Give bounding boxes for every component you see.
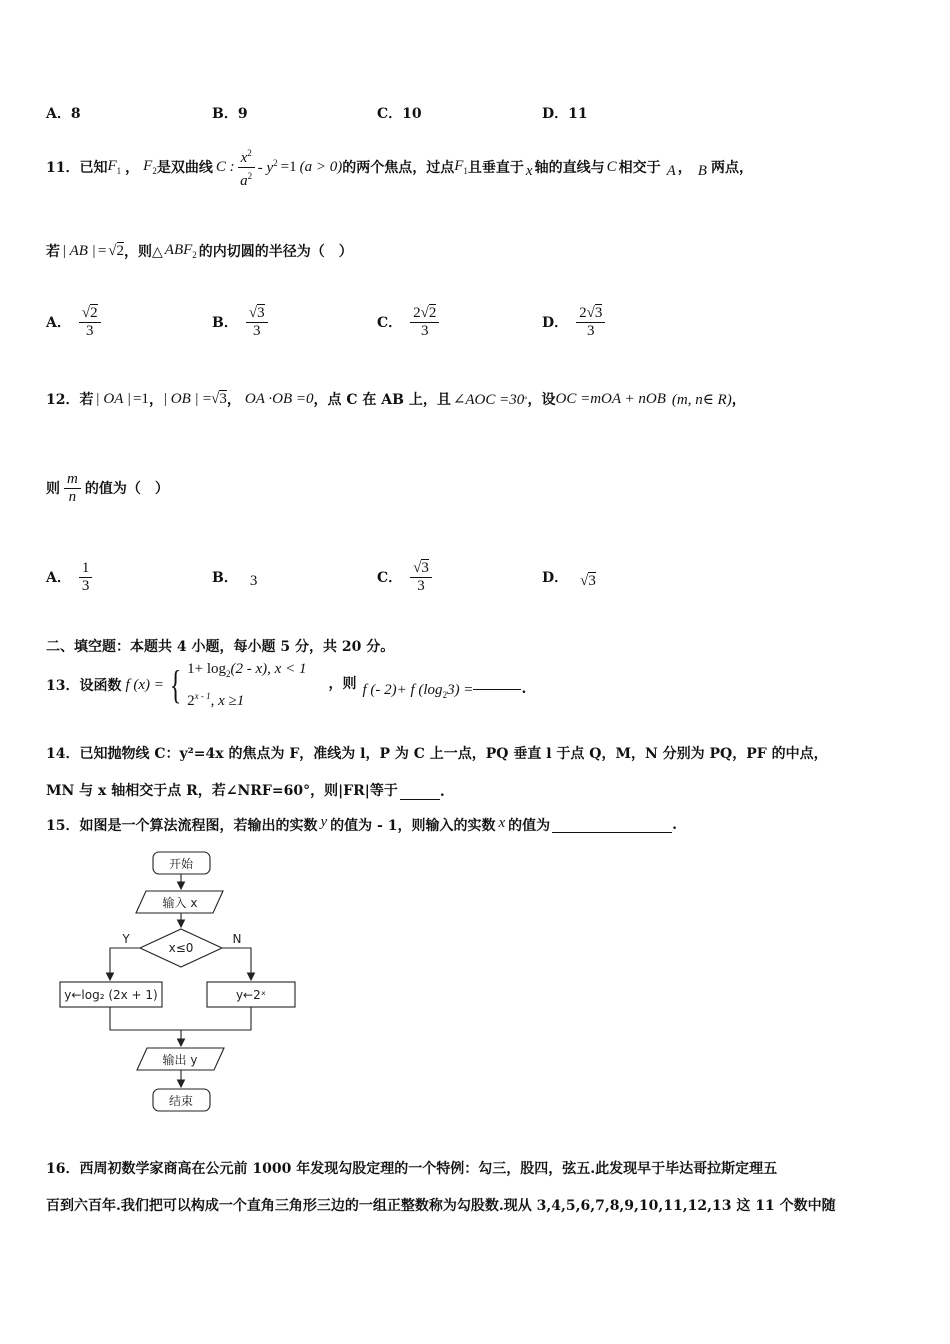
- q12-abs-oa: | OA |: [95, 390, 131, 407]
- flowchart-no-label: N: [232, 932, 242, 946]
- option-label: D．: [542, 315, 569, 331]
- q12-option-b: [212, 553, 257, 601]
- q13-text: ，则: [328, 676, 357, 692]
- q15-text: 15．如图是一个算法流程图，若输出的实数: [46, 818, 318, 834]
- q15-line: [46, 812, 677, 838]
- q11-abs-ab: | AB |: [62, 242, 96, 259]
- q12-oa-value: =1: [132, 390, 149, 407]
- q13-line: [46, 660, 526, 710]
- q12-ob-sqrt: √3: [211, 390, 227, 407]
- option-label: C．: [377, 570, 403, 586]
- flowchart-condition: x≤0: [168, 941, 194, 955]
- option-fraction: $\frac{2√2}{3}$: [410, 305, 439, 340]
- q11-hyperbola-fraction: $\frac{x^2}{a^2}$: [238, 145, 255, 190]
- flowchart: [50, 845, 310, 1120]
- flowchart-start: 开始: [168, 857, 194, 871]
- q11-curve-label: C :: [215, 158, 235, 175]
- q12-number: 12．: [46, 392, 80, 408]
- q11-number: 11．: [46, 160, 80, 176]
- q16-line1: 16．西周初数学家商高在公元前 1000 年发现勾股定理的一个特例：勾三，股四，弦五.此发现早于毕达哥拉斯定理五: [46, 1161, 778, 1177]
- q15-var-y: y: [320, 813, 328, 830]
- q11-option-d: [542, 298, 605, 346]
- option-fraction: $\frac{√3}{3}$: [410, 560, 432, 595]
- q13-brace: {: [169, 662, 182, 707]
- q12-text: 则: [46, 481, 60, 497]
- q12-degree: °: [524, 394, 528, 404]
- q13-text: 设函数: [79, 678, 122, 694]
- option-label: D．: [542, 570, 569, 586]
- q11-f1: $F_1$: [107, 158, 122, 176]
- q12-question: 的值为（ ）: [84, 481, 169, 497]
- q13-case1: $1+ \log_2(2 - x)$, x < 1: [187, 661, 307, 679]
- q11-minus-y: - $y^2$: [257, 157, 278, 176]
- option-fraction: $\frac{√3}{3}$: [246, 305, 268, 340]
- q11-option-b: [212, 298, 268, 346]
- q12-abs-ob: | OB |: [162, 390, 199, 407]
- q10-option-a: A．8: [46, 106, 81, 122]
- q11-point-b: B: [697, 162, 707, 179]
- option-label: A．: [46, 570, 71, 586]
- q12-sep: ，: [226, 392, 241, 408]
- option-label: B．: [212, 315, 238, 331]
- q11-comma: ，: [677, 160, 692, 176]
- q12-line2: [46, 465, 169, 511]
- option-fraction: $\frac{√2}{3}$: [79, 305, 101, 340]
- q11-equals-one: =1: [280, 158, 297, 175]
- q11-point-a: A: [666, 162, 676, 179]
- flowchart-input: 输入 x: [162, 896, 198, 910]
- q11-x-axis: x: [525, 162, 533, 179]
- q15-end: .: [672, 817, 678, 833]
- flowchart-end: 结束: [168, 1094, 194, 1108]
- q11-option-c: [377, 298, 439, 346]
- q12-text: ，点 C 在 AB 上，且: [313, 392, 451, 408]
- q13-function: f (x) =: [125, 676, 164, 693]
- q11-line2: [46, 236, 353, 266]
- option-label: B．: [212, 570, 238, 586]
- q16-line2: 百到六百年.我们把可以构成一个直角三角形三边的一组正整数称为勾股数.现从 3,4,5,6,7,8,9,10,11,12,13 这 11 个数中随: [46, 1198, 836, 1214]
- q12-option-a: [46, 553, 92, 601]
- q11-text: 是双曲线: [156, 160, 213, 176]
- q11-question: 的内切圆的半径为（ ）: [198, 244, 353, 260]
- q11-text: 已知: [79, 160, 108, 176]
- q13-end: .: [521, 681, 527, 697]
- q11-text: 相交于: [618, 160, 661, 176]
- q11-comma: ，: [125, 160, 140, 176]
- flowchart-right: y←2ˣ: [235, 988, 267, 1002]
- q12-ob-equals: =: [202, 390, 212, 407]
- q11-sqrt2: √2: [108, 242, 125, 259]
- q12-vector-expression: OC =mOA + nOB: [555, 390, 666, 407]
- q11-condition: (a > 0): [299, 158, 343, 175]
- flowchart-yes-label: Y: [122, 932, 130, 946]
- q11-text: 两点，: [710, 160, 753, 176]
- q15-answer-blank[interactable]: [552, 818, 672, 833]
- q14-line2: [46, 780, 445, 800]
- q12-text: 若: [79, 392, 94, 408]
- flowchart-output: 输出 y: [162, 1053, 198, 1067]
- q11-line1: [46, 144, 753, 190]
- option-fraction: $\frac{2√3}{3}$: [576, 305, 605, 340]
- q10-option-b: B．9: [212, 106, 248, 122]
- q12-option-c: [377, 553, 432, 601]
- option-label: C．: [377, 315, 403, 331]
- q12-text: ，设: [527, 392, 556, 408]
- q15-text: 的值为: [508, 818, 551, 834]
- section-heading: 二、填空题：本题共 4 小题，每小题 5 分，共 20 分。: [46, 639, 395, 655]
- q11-triangle: $ABF_2$: [164, 242, 197, 260]
- flowchart-merge: [110, 1007, 251, 1030]
- q12-dot-product: OA ·OB =0: [244, 390, 314, 407]
- q13-number: 13．: [46, 678, 80, 694]
- flowchart-left: y←log₂ (2x + 1): [64, 988, 158, 1002]
- q13-expression: f (- 2)+ f $(\log_23)$ =: [362, 682, 474, 700]
- option-value: 3: [249, 572, 258, 589]
- q11-text: 若: [46, 244, 60, 260]
- q11-text: 且垂直于: [467, 160, 524, 176]
- q10-option-d: D．11: [542, 106, 588, 122]
- q11-f2: $F_2$: [143, 158, 157, 176]
- q11-text: ，则△: [124, 244, 163, 260]
- q15-text: 的值为 - 1，则输入的实数: [330, 818, 496, 834]
- q12-angle: ∠AOC =30: [452, 391, 525, 408]
- flowchart-yes-branch: [110, 948, 140, 980]
- option-sqrt: √3: [580, 572, 596, 589]
- q11-f1-point: $F_1$: [454, 158, 468, 176]
- q12-option-d: [542, 553, 596, 601]
- q13-answer-blank[interactable]: [473, 689, 521, 690]
- q11-option-a: [46, 298, 101, 346]
- q12-text: ，: [731, 392, 746, 408]
- q12-sep: ，: [148, 392, 163, 408]
- q11-equals: =: [97, 242, 107, 259]
- q12-fraction: $\frac{m}{n}$: [64, 471, 81, 506]
- option-label: A．: [46, 315, 71, 331]
- option-fraction: $\frac{1}{3}$: [79, 560, 93, 595]
- q10-option-c: C．10: [377, 106, 422, 122]
- q15-var-x: x: [498, 814, 506, 831]
- q13-cases: [187, 658, 306, 712]
- q14-end: .: [439, 784, 445, 800]
- q11-text: 轴的直线与: [534, 160, 605, 176]
- q14-answer-blank[interactable]: [400, 785, 440, 800]
- flowchart-no-branch: [222, 948, 251, 980]
- q14-text: MN 与 x 轴相交于点 R，若∠NRF=60°，则|FR|等于: [46, 783, 398, 799]
- q11-text: 的两个焦点，过点: [342, 160, 455, 176]
- q12-line1: [46, 384, 746, 414]
- q14-line1: 14．已知抛物线 C：y²=4x 的焦点为 F，准线为 l，P 为 C 上一点，PQ 垂直 l 于点 Q，M，N 分别为 PQ，PF 的中点，: [46, 746, 828, 762]
- q12-condition: (m, n∈ R): [671, 391, 732, 408]
- q11-curve-c: C: [606, 158, 617, 175]
- q13-case2: 2$^{x - 1}$, x ≥1: [187, 691, 245, 709]
